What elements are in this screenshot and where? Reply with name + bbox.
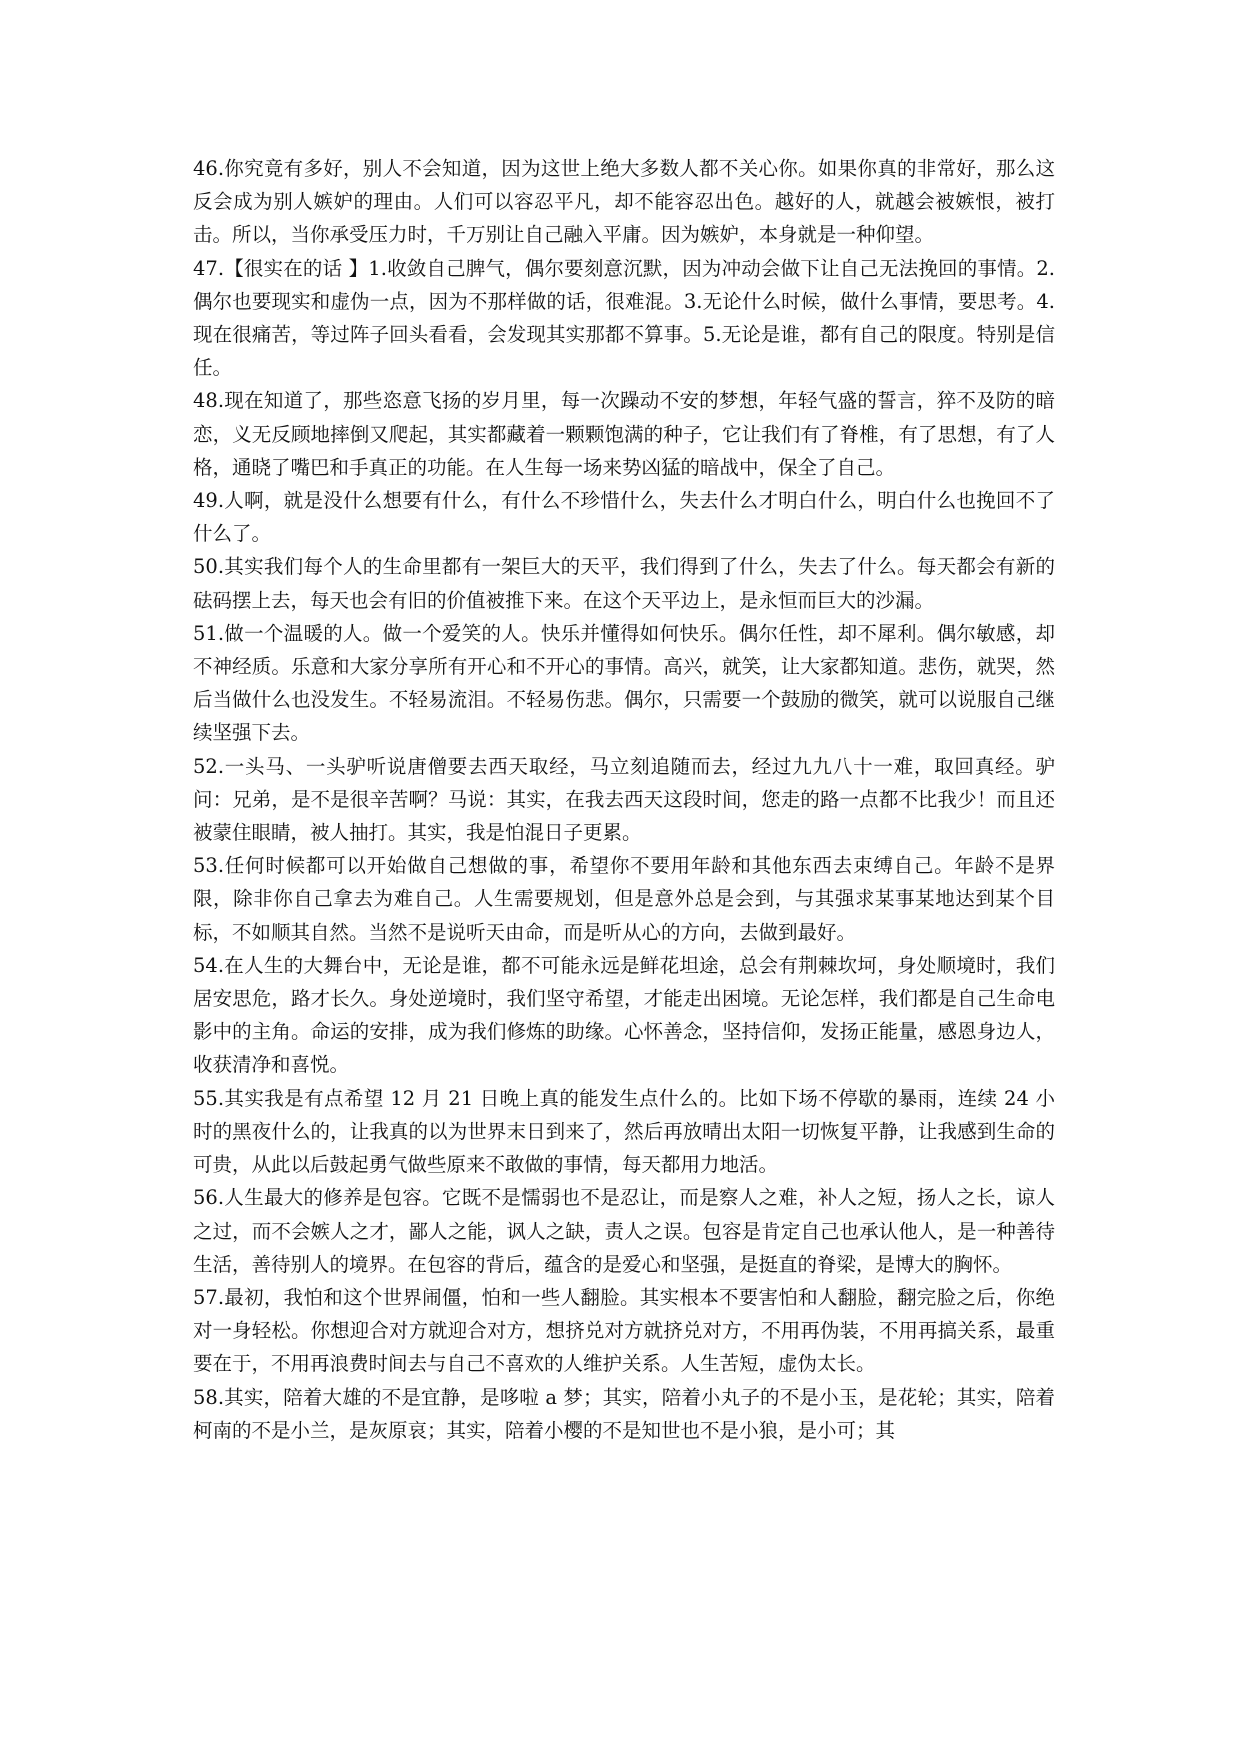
paragraph-56: 56.人生最大的修养是包容。它既不是懦弱也不是忍让，而是察人之难，补人之短，扬人之长，谅人之过，而不会嫉人之才，鄙人之能，讽人之缺，责人之误。包容是肯定自己也承认他人，是一种善待生活，善待别人的境界。在包容的背后，蕴含的是爱心和坚强，是挺直的脊梁，是博大的胸怀。 xyxy=(193,1186,1055,1276)
paragraph-51: 51.做一个温暖的人。做一个爱笑的人。快乐并懂得如何快乐。偶尔任性，却不犀利。偶尔敏感，却不神经质。乐意和大家分享所有开心和不开心的事情。高兴，就笑，让大家都知道。悲伤，就哭，然后当做什么也没发生。不轻易流泪。不轻易伤悲。偶尔，只需要一个鼓励的微笑，就可以说服自己继续坚强下去。 xyxy=(193,621,1055,745)
paragraph-55: 55.其实我是有点希望 12 月 21 日晚上真的能发生点什么的。比如下场不停歇的暴雨，连续 24 小时的黑夜什么的，让我真的以为世界末日到来了，然后再放晴出太阳一切恢复平静，让我感到生命的可贵，从此以后鼓起勇气做些原来不敢做的事情，每天都用力地活。 xyxy=(193,1086,1055,1177)
paragraph-57: 57.最初，我怕和这个世界闹僵，怕和一些人翻脸。其实根本不要害怕和人翻脸，翻完脸之后，你绝对一身轻松。你想迎合对方就迎合对方，想挤兑对方就挤兑对方，不用再伪装，不用再搞关系，最重要在于，不用再浪费时间去与自己不喜欢的人维护关系。人生苦短，虚伪太长。 xyxy=(193,1285,1055,1376)
paragraph-54: 54.在人生的大舞台中，无论是谁，都不可能永远是鲜花坦途，总会有荆棘坎坷，身处顺境时，我们居安思危，路才长久。身处逆境时，我们坚守希望，才能走出困境。无论怎样，我们都是自己生命电影中的主角。命运的安排，成为我们修炼的助缘。心怀善念，坚持信仰，发扬正能量，感恩身边人，收获清净和喜悦。 xyxy=(193,953,1055,1077)
paragraph-58: 58.其实，陪着大雄的不是宜静，是哆啦 a 梦；其实，陪着小丸子的不是小玉，是花轮；其实，陪着柯南的不是小兰，是灰原哀；其实，陪着小樱的不是知世也不是小狼，是小可；其 xyxy=(193,1385,1055,1442)
paragraph-49: 49.人啊，就是没什么想要有什么，有什么不珍惜什么，失去什么才明白什么，明白什么也挽回不了什么了。 xyxy=(193,489,1055,546)
paragraph-47: 47.【很实在的话 】1.收敛自己脾气，偶尔要刻意沉默，因为冲动会做下让自己无法挽回的事情。2.偶尔也要现实和虚伪一点，因为不那样做的话，很难混。3.无论什么时候，做什么事情，要思考。4.现在很痛苦，等过阵子回头看看，会发现其实那都不算事。5.无论是谁，都有自己的限度。特别是信任。 xyxy=(193,256,1055,380)
paragraph-50: 50.其实我们每个人的生命里都有一架巨大的天平，我们得到了什么，失去了什么。每天都会有新的砝码摆上去，每天也会有旧的价值被推下来。在这个天平边上，是永恒而巨大的沙漏。 xyxy=(193,555,1055,612)
paragraph-52: 52.一头马、一头驴听说唐僧要去西天取经，马立刻追随而去，经过九九八十一难，取回真经。驴问：兄弟，是不是很辛苦啊？马说：其实，在我去西天这段时间，您走的路一点都不比我少！而且还被蒙住眼睛，被人抽打。其实，我是怕混日子更累。 xyxy=(193,754,1055,845)
document-page xyxy=(193,152,1055,1447)
paragraph-53: 53.任何时候都可以开始做自己想做的事，希望你不要用年龄和其他东西去束缚自己。年龄不是界限，除非你自己拿去为难自己。人生需要规划，但是意外总是会到，与其强求某事某地达到某个目标，不如顺其自然。当然不是说听天由命，而是听从心的方向，去做到最好。 xyxy=(193,854,1055,944)
paragraph-48: 48.现在知道了，那些恣意飞扬的岁月里，每一次躁动不安的梦想，年轻气盛的誓言，猝不及防的暗恋，义无反顾地摔倒又爬起，其实都藏着一颗颗饱满的种子，它让我们有了脊椎，有了思想，有了人格，通晓了嘴巴和手真正的功能。在人生每一场来势凶猛的暗战中，保全了自己。 xyxy=(193,389,1055,479)
paragraph-46: 46.你究竟有多好，别人不会知道，因为这世上绝大多数人都不关心你。如果你真的非常好，那么这反会成为别人嫉妒的理由。人们可以容忍平凡，却不能容忍出色。越好的人，就越会被嫉恨，被打击。所以，当你承受压力时，千万别让自己融入平庸。因为嫉妒，本身就是一种仰望。 xyxy=(193,157,1055,247)
